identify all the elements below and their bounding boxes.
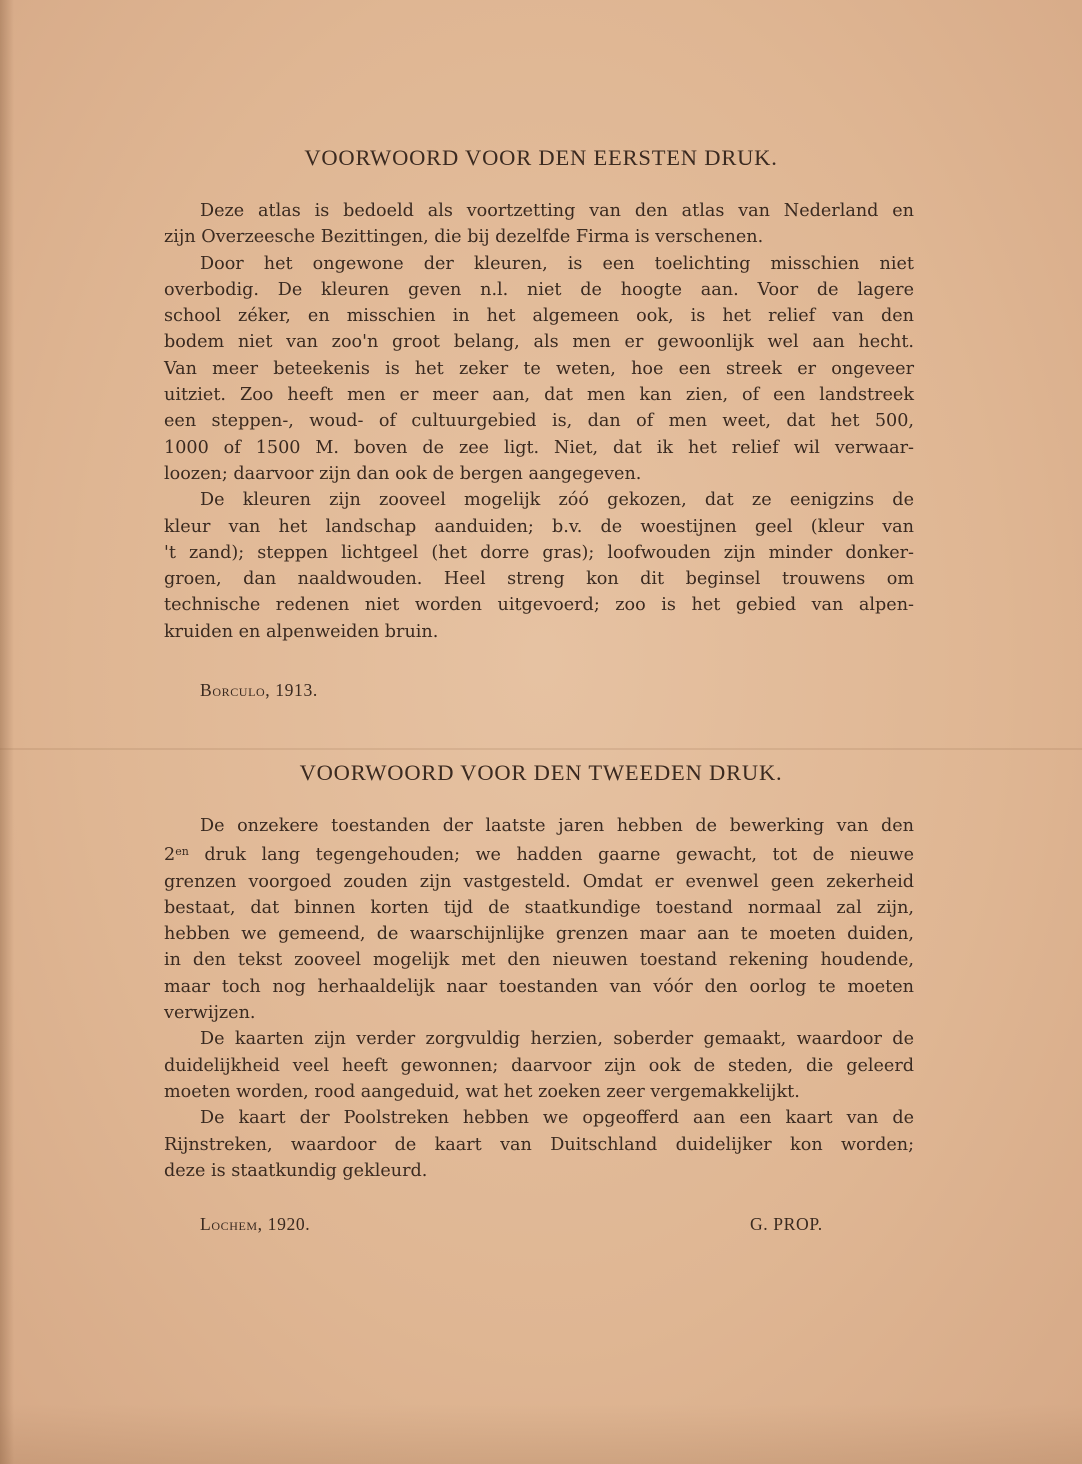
- section1-place-date: Borculo, 1913.: [200, 680, 318, 700]
- text-line-rest: druk lang tegengehouden; we hadden gaarne gewacht, tot de nieuwe: [204, 845, 915, 866]
- text-line: Van meer beteekenis is het zeker te weten, hoe een streek er ongeveer: [164, 358, 914, 379]
- section2-title: VOORWOORD VOOR DEN TWEEDEN DRUK.: [299, 760, 783, 785]
- text-line: zijn Overzeesche Bezittingen, die bij dezelfde Firma is verschenen.: [164, 227, 764, 248]
- text-line: 't zand); steppen lichtgeel (het dorre gras); loofwouden zijn minder donker-: [164, 542, 914, 563]
- text-line: grenzen voorgoed zouden zijn vastgesteld. Omdat er evenwel geen zekerheid: [164, 871, 914, 892]
- section1-paragraph-1: [164, 198, 914, 251]
- section1-paragraph-2: [164, 251, 914, 488]
- text-line: [164, 839, 914, 868]
- text-line: uitziet. Zoo heeft men er meer aan, dat men kan zien, of een landstreek: [164, 385, 914, 406]
- page-fold-crease: [0, 748, 1082, 750]
- text-line: Rijnstreken, waardoor de kaart van Duitschland duidelijker kon worden;: [164, 1134, 914, 1155]
- text-line: bodem niet van zoo'n groot belang, als men er gewoonlijk wel aan hecht.: [164, 332, 914, 353]
- section2-paragraph-3: [164, 1105, 914, 1184]
- ordinal-suffix: en: [175, 845, 189, 859]
- text-line: deze is staatkundig gekleurd.: [164, 1160, 428, 1181]
- text-line: technische redenen niet worden uitgevoerd; zoo is het gebied van alpen-: [164, 595, 914, 616]
- text-line: duidelijkheid veel heeft gewonnen; daarvoor zijn ook de steden, die geleerd: [164, 1055, 914, 1076]
- text-line: maar toch nog herhaaldelijk naar toestanden van vóór den oorlog te moeten: [164, 976, 914, 997]
- text-line: De onzekere toestanden der laatste jaren hebben de bewerking van den: [200, 816, 914, 836]
- text-line: Deze atlas is bedoeld als voortzetting van den atlas van Nederland en: [200, 201, 914, 221]
- ordinal-number: 2: [164, 845, 176, 866]
- page-bottom-shade: [0, 1404, 1082, 1464]
- text-line: een steppen-, woud- of cultuurgebied is, dan of men weet, dat het 500,: [164, 411, 914, 432]
- text-line: Door het ongewone der kleuren, is een toelichting misschien niet: [200, 253, 914, 274]
- text-line: hebben we gemeend, de waarschijnlijke grenzen maar aan te moeten duiden,: [164, 924, 914, 945]
- signature: G. PROP.: [750, 1214, 823, 1234]
- text-line: moeten worden, rood aangeduid, wat het zoeken zeer vergemakkelijkt.: [164, 1081, 800, 1102]
- text-line: 1000 of 1500 M. boven de zee ligt. Niet, dat ik het relief wil verwaar-: [164, 437, 914, 458]
- text-line: De kaarten zijn verder zorgvuldig herzien, soberder gemaakt, waardoor de: [200, 1029, 914, 1050]
- text-line: bestaat, dat binnen korten tijd de staatkundige toestand normaal zal zijn,: [164, 897, 914, 918]
- text-line: kleur van het landschap aanduiden; b.v. de woestijnen geel (kleur van: [164, 516, 914, 537]
- text-line: De kaart der Poolstreken hebben we opgeofferd aan een kaart van de: [200, 1108, 914, 1129]
- text-line: overbodig. De kleuren geven n.l. niet de hoogte aan. Voor de lagere: [164, 279, 914, 300]
- text-line: loozen; daarvoor zijn dan ook de bergen aangegeven.: [164, 463, 642, 484]
- section2-body: [164, 813, 914, 1184]
- text-line: in den tekst zooveel mogelijk met den nieuwen toestand rekening houdende,: [164, 950, 914, 971]
- section1-title: VOORWOORD VOOR DEN EERSTEN DRUK.: [304, 145, 778, 170]
- section2-paragraph-1: [164, 813, 914, 1026]
- section1-paragraph-3: [164, 487, 914, 645]
- section2-paragraph-2: [164, 1026, 914, 1105]
- section1-body: [164, 198, 914, 645]
- section2-place-date: Lochem, 1920.: [200, 1214, 311, 1234]
- page-edge-shadow: [0, 0, 14, 1464]
- text-line: school zéker, en misschien in het algemeen ook, is het relief van den: [164, 306, 914, 327]
- text-line: verwijzen.: [164, 1003, 256, 1024]
- text-line: De kleuren zijn zooveel mogelijk zóó gekozen, dat ze eenigzins de: [200, 490, 914, 511]
- text-line: groen, dan naaldwouden. Heel streng kon dit beginsel trouwens om: [164, 569, 914, 590]
- text-line: kruiden en alpenweiden bruin.: [164, 621, 439, 642]
